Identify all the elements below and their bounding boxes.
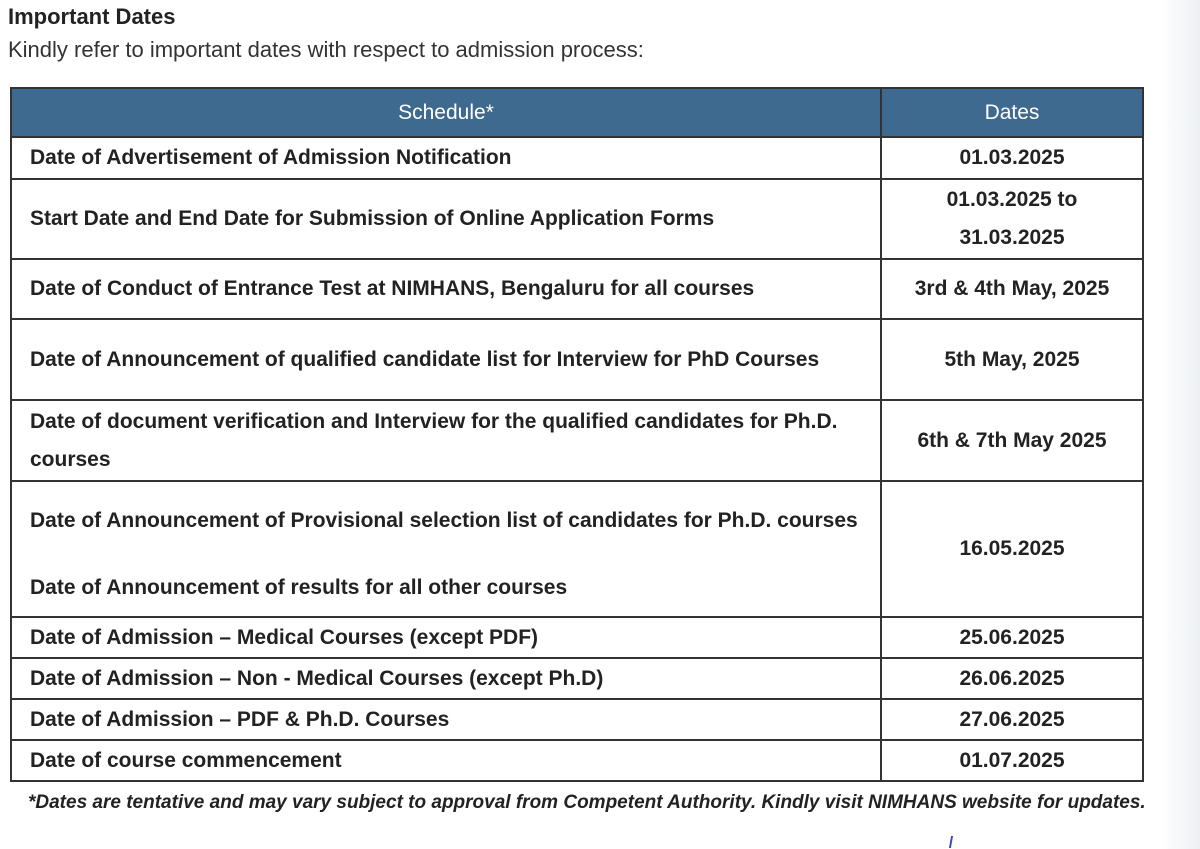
- table-row: [11, 179, 1143, 259]
- table-row: [11, 259, 1143, 319]
- schedule-cell: Date of Announcement of results for all other courses: [11, 560, 881, 617]
- schedule-cell: Date of document verification and Interview for the qualified candidates for Ph.D. courses: [11, 400, 881, 481]
- date-cell: 3rd & 4th May, 2025: [881, 259, 1143, 319]
- table-header-row: [11, 88, 1143, 137]
- schedule-cell: Date of Admission – Non - Medical Courses (except Ph.D): [11, 658, 881, 699]
- date-cell: 25.06.2025: [881, 617, 1143, 658]
- column-header-dates: Dates: [881, 88, 1143, 137]
- date-cell: 27.06.2025: [881, 699, 1143, 740]
- table-row: [11, 400, 1143, 481]
- table-row: [11, 617, 1143, 658]
- date-cell: 01.07.2025: [881, 740, 1143, 781]
- date-cell: [881, 179, 1143, 259]
- date-cell: 5th May, 2025: [881, 319, 1143, 400]
- schedule-cell: Date of Admission – Medical Courses (except PDF): [11, 617, 881, 658]
- column-header-schedule: Schedule*: [11, 88, 881, 137]
- date-cell: 26.06.2025: [881, 658, 1143, 699]
- table-row: [11, 137, 1143, 179]
- pen-mark: [949, 836, 959, 848]
- table-row: [11, 699, 1143, 740]
- page-title: Important Dates: [8, 4, 176, 29]
- schedule-cell: Date of Admission – PDF & Ph.D. Courses: [11, 699, 881, 740]
- schedule-cell: Date of course commencement: [11, 740, 881, 781]
- date-cell-merged: 16.05.2025: [881, 481, 1143, 617]
- footnote: *Dates are tentative and may vary subject to approval from Competent Authority. Kindly visit NIMHANS website for updates.: [28, 792, 1146, 813]
- schedule-cell: Date of Conduct of Entrance Test at NIMHANS, Bengaluru for all courses: [11, 259, 881, 319]
- date-cell: 01.03.2025: [881, 137, 1143, 179]
- important-dates-table: [10, 87, 1144, 782]
- date-range-start: 01.03.2025 to: [946, 188, 1078, 211]
- schedule-cell: Date of Announcement of qualified candidate list for Interview for PhD Courses: [11, 319, 881, 400]
- table-row: [11, 319, 1143, 400]
- table-row: [11, 658, 1143, 699]
- page-edge-shadow: [1160, 0, 1200, 849]
- intro-text: Kindly refer to important dates with respect to admission process:: [8, 37, 644, 62]
- schedule-cell: Date of Announcement of Provisional selection list of candidates for Ph.D. courses: [11, 481, 881, 560]
- table-row: [11, 740, 1143, 781]
- table-row: [11, 481, 1143, 560]
- schedule-cell: Start Date and End Date for Submission of Online Application Forms: [11, 179, 881, 259]
- schedule-cell: Date of Advertisement of Admission Notification: [11, 137, 881, 179]
- date-cell: 6th & 7th May 2025: [881, 400, 1143, 481]
- date-range-end: 31.03.2025: [959, 226, 1065, 249]
